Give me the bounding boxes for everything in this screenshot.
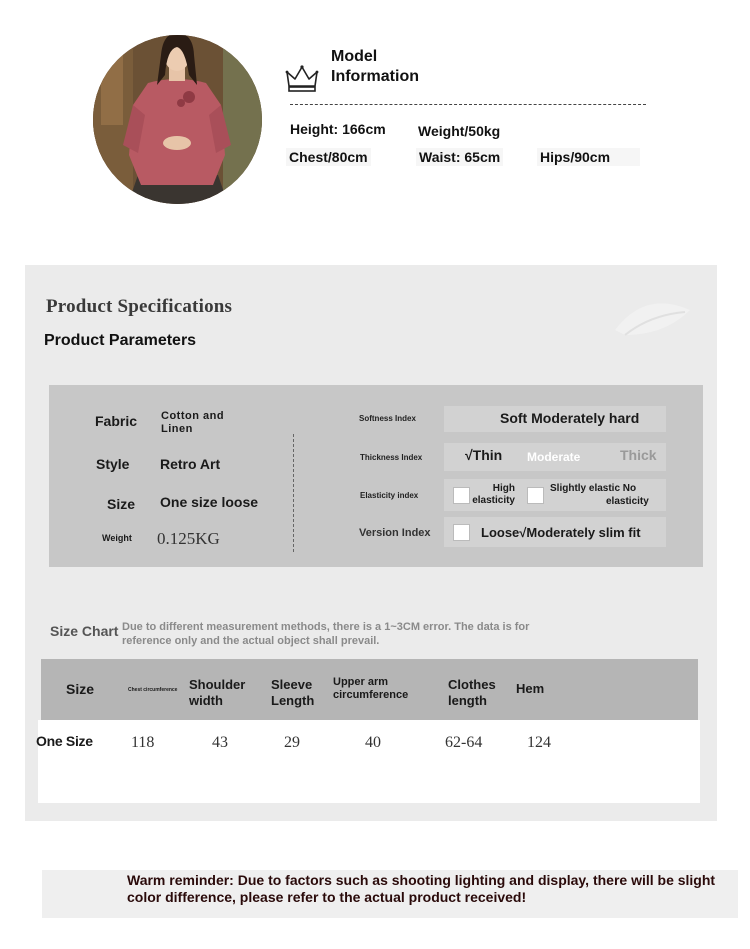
header-shoulder-line1: Shoulder: [189, 677, 246, 692]
fabric-label: Fabric: [95, 413, 138, 429]
thickness-moderate: Moderate: [527, 450, 581, 464]
elasticity-slight: Slightly elastic No: [550, 483, 637, 494]
model-info-title: [331, 47, 419, 87]
elasticity-slight-checkbox: [527, 487, 544, 504]
elasticity-high-line2: elasticity: [472, 495, 515, 506]
version-loose-checkbox: [453, 524, 470, 541]
header-chest: Chest circumference: [128, 687, 178, 693]
column-divider: [293, 434, 294, 552]
weight-value: 0.125KG: [157, 529, 220, 548]
warm-reminder-text: Warm reminder: Due to factors such as shooting lighting and display, there will be slight color difference, please refer to the actual product received!: [127, 872, 716, 905]
row-sleeve: 29: [284, 734, 300, 751]
header-clothes-line2: length: [448, 693, 487, 708]
weight-label: Weight: [102, 533, 132, 543]
model-title-line1: Model: [331, 48, 378, 65]
elasticity-none: elasticity: [606, 496, 649, 507]
softness-options: Soft Moderately hard: [500, 410, 640, 426]
row-shoulder: 43: [212, 734, 228, 751]
model-hips: Hips/90cm: [537, 148, 640, 166]
crown-icon: [285, 64, 319, 94]
fabric-value-line1: Cotton and: [161, 410, 225, 422]
header-upperarm: [333, 676, 408, 702]
row-size: One Size: [36, 733, 93, 749]
leaf-watermark-icon: [605, 290, 695, 350]
header-clothes: [448, 677, 496, 709]
model-chest: Chest/80cm: [286, 148, 371, 166]
model-height: Height: 166cm: [290, 121, 386, 137]
header-shoulder-line2: width: [189, 693, 223, 708]
size-chart-note: Due to different measurement methods, there is a 1~3CM error. The data is for reference only and the actual object shall prevail.: [122, 621, 530, 647]
header-clothes-line1: Clothes: [448, 677, 496, 692]
header-sleeve: [271, 677, 314, 709]
size-table-body: [38, 720, 700, 803]
size-label: Size: [107, 496, 136, 512]
header-upperarm-line1: Upper arm: [333, 676, 389, 688]
thickness-thick: Thick: [620, 447, 657, 463]
version-index-label: Version Index: [359, 527, 431, 539]
model-divider: [290, 104, 646, 105]
model-title-line2: Information: [331, 68, 419, 85]
row-hem: 124: [527, 734, 551, 751]
softness-index-label: Softness Index: [359, 414, 416, 423]
header-sleeve-line1: Sleeve: [271, 677, 313, 692]
header-shoulder: [189, 677, 245, 709]
model-waist: Waist: 65cm: [416, 148, 503, 166]
elasticity-high: [462, 483, 515, 507]
model-weight: Weight/50kg: [418, 123, 501, 139]
thickness-index-label: Thickness Index: [360, 453, 423, 462]
size-chart-label: Size Chart: [50, 623, 119, 639]
version-options: Loose√Moderately slim fit: [481, 525, 641, 540]
header-sleeve-line2: Length: [271, 693, 315, 708]
row-clothes: 62-64: [445, 734, 483, 751]
header-size: Size: [66, 681, 95, 697]
style-value: Retro Art: [160, 456, 221, 472]
header-upperarm-line2: circumference: [333, 689, 409, 701]
elasticity-index-label: Elasticity index: [360, 491, 419, 500]
fabric-value: [161, 410, 224, 436]
row-chest: 118: [131, 734, 155, 751]
model-illustration: [93, 35, 262, 204]
size-value: One size loose: [160, 494, 259, 510]
header-hem: Hem: [516, 681, 545, 696]
elasticity-high-line1: High: [492, 483, 515, 494]
fabric-value-line2: Linen: [161, 423, 193, 435]
product-specifications-title: Product Specifications: [46, 296, 233, 317]
model-photo: [93, 35, 262, 204]
style-label: Style: [96, 456, 130, 472]
thickness-thin: √Thin: [465, 447, 503, 463]
row-upperarm: 40: [365, 734, 381, 751]
product-parameters-title: Product Parameters: [44, 332, 197, 349]
